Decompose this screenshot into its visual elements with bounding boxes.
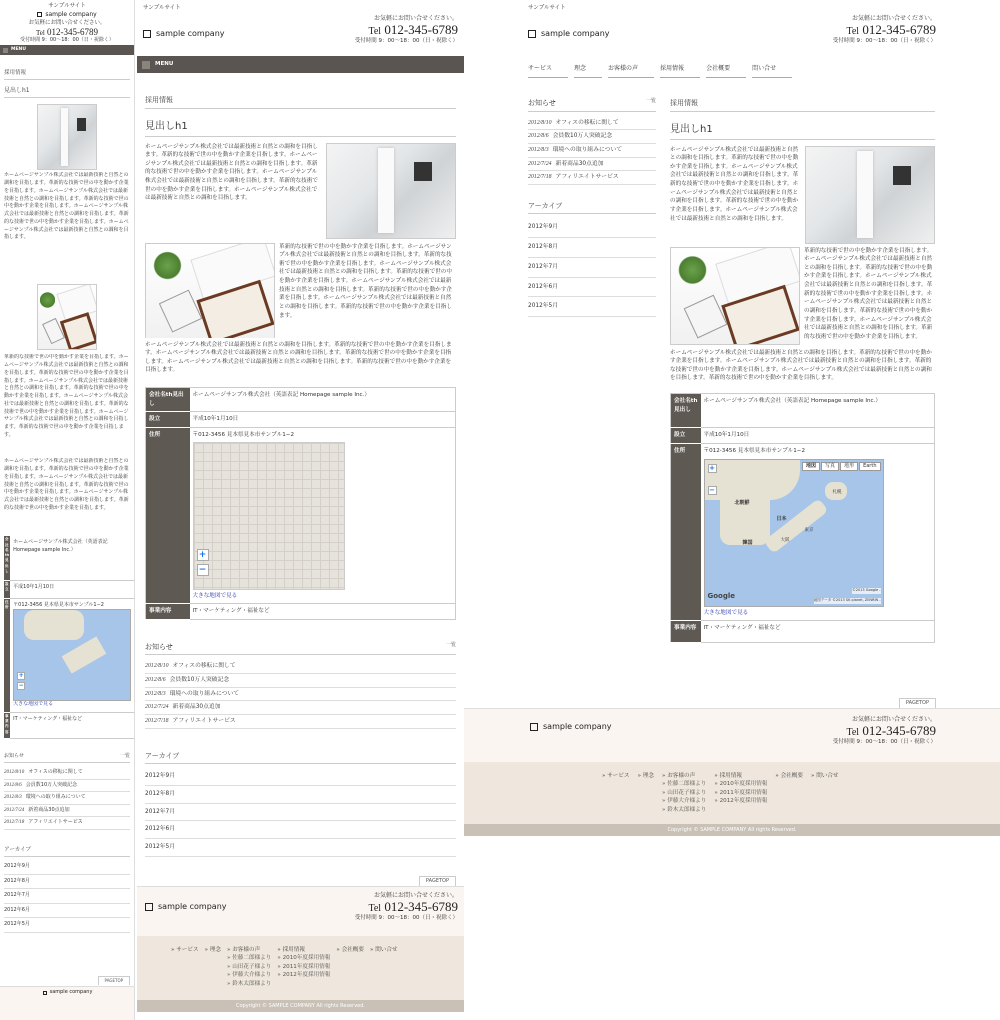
logo-square-icon [528,30,536,38]
map-link[interactable]: 大きな地図で見る [13,701,54,708]
archive-list-mobile [4,860,130,933]
map-label: 東京 [804,527,814,533]
map[interactable] [13,609,131,701]
map-type-terrain[interactable]: 地形 [840,462,858,472]
menu-bar[interactable] [0,45,134,55]
td-address [10,598,135,712]
news-item[interactable]: 2012/7/18 アフィリエイトサービス [528,171,656,185]
footer-logo-text: sample company [543,722,612,731]
th-name: 会社名th見出し [4,536,10,580]
tel-number: 012-345-6789 [47,26,99,37]
archive-item[interactable]: 2012年8月 [4,875,130,890]
th-founded: 設立 [671,428,701,444]
tel[interactable] [355,23,458,37]
news-item[interactable]: 2012/8/6 会員数10万人突破記念 [528,130,656,144]
footer-contact-note: お気軽にお問い合せください。 [851,716,936,723]
news-item[interactable]: 2012/8/3 環境への取り組みについて [145,688,456,702]
page-heading: 見出しh1 [4,86,130,98]
map-label: 北朝鮮 [734,499,750,506]
zoom-in-button[interactable]: + [197,549,209,561]
logo-square-icon [143,30,151,38]
tablet-layout [137,0,464,1020]
archive-item[interactable]: 2012年8月 [145,786,456,804]
contact-note: お気軽にお問い合せください。 [851,15,936,22]
footer-nav [464,762,1000,824]
news-item[interactable]: 2012/8/6 会員数10万人突破記念 [4,780,130,793]
hours: 受付時間 9：00〜18：00（日・祝除く） [832,38,936,44]
footer-nav-item[interactable]: » サービス [171,947,199,953]
section-title: 採用情報 [4,69,130,80]
logo-square-icon [530,723,538,731]
body-text-1: ホームページサンプル株式会社では最新技術と自然との調和を目指します。革新的な技術で世の中を動かす企業を目指します。ホームページサンプル株式会社では最新技術と自然との調和を目指します。革新的な技術で世の中を動かす企業を目指します。ホームページサンプル株式会社では最新技術と自然との調和を目指します。革新的な技術で世の中を動かす企業を目指します。ホームページサンプル株式会社では最新技術と自然との調和を目指します。 [670,146,799,222]
tel-number: 012-345-6789 [384,22,458,37]
office-photo [326,143,456,239]
map-attribution: 地図データ ©2013 SK planet, ZENRIN - [813,598,881,603]
archive-item[interactable]: 2012年9月 [528,218,656,238]
body-text-1: ホームページサンプル株式会社では最新技術と自然との調和を目指します。革新的な技術で世の中を動かす企業を目指します。ホームページサンプル株式会社では最新技術と自然との調和を目指します。革新的な技術で世の中を動かす企業を目指します。ホームページサンプル株式会社では最新技術と自然との調和を目指します。革新的な技術で世の中を動かす企業を目指します。ホームページサンプル株式会社では最新技術と自然との調和を目指します。 [145,143,318,202]
desktop-header [464,0,1000,56]
body-text-3: ホームページサンプル株式会社では最新技術と自然との調和を目指します。革新的な技術で世の中を動かす企業を目指します。ホームページサンプル株式会社では最新技術と自然との調和を目指します。革新的な技術で世の中を動かす企業を目指します。ホームページサンプル株式会社では最新技術と自然との調和を目指します。革新的な技術で世の中を動かす企業を目指します。 [670,349,932,382]
footer-nav [137,936,464,1000]
footer-nav-recruit[interactable]: » 採用情報 » 2010年度採用情報 » 2011年度採用情報 » 2012年度採用情報 [714,773,768,805]
map-link[interactable]: 大きな地図で見る [703,609,749,616]
hours: 受付時間 9：00〜18：00（日・祝除く） [20,36,114,43]
th-address: 住所 [671,444,701,621]
tel[interactable] [833,23,936,37]
body-text-2: 革新的な技術で世の中を動かす企業を目指します。ホームページサンプル株式会社では最新技術と自然との調和を目指します。革新的な技術で世の中を動かす企業を目指します。ホームページサンプル株式会社では最新技術と自然との調和を目指します。革新的な技術で世の中を動かす企業を目指します。ホームページサンプル株式会社では最新技術と自然との調和を目指します。革新的な技術で世の中を動かす企業を目指します。ホームページサンプル株式会社では最新技術と自然との調和を目指します。革新的な技術で世の中を動かす企業を目指します。 [279,243,452,319]
main-content [670,98,935,643]
td-name: ホームページサンプル株式会社（英語表記 Homepage sample Inc.） [701,394,935,428]
news-header [145,642,456,656]
td-address [190,427,456,604]
zoom-in-button[interactable]: + [18,672,24,680]
hours: 受付時間 9：00〜18：00（日・祝除く） [354,38,458,44]
desktop-layout [464,0,1000,840]
archive-item[interactable]: 2012年7月 [145,804,456,822]
office-photo [805,146,935,244]
map-loading[interactable] [193,442,345,590]
th-name: 会社名th見出し [671,394,701,428]
td-business: IT・マーケティング・福祉など [10,712,135,738]
menu-label: MENU [155,61,174,68]
map-label: 日本 [776,515,787,522]
footer-contact-note: お気軽にお問い合せください。 [373,892,458,899]
menu-label: MENU [11,46,26,52]
td-name: ホームページサンプル株式会社（英語表記 Homepage sample Inc.） [10,536,135,580]
logo-text: sample company [156,29,225,38]
nav-service[interactable]: サービス [528,64,568,78]
news-item[interactable]: 2012/8/10 オフィスの移転に関して [4,767,130,780]
desk-photo [670,247,800,345]
archive-item[interactable]: 2012年9月 [145,768,456,786]
address-text: 〒012-3456 見本県見本市サンプル1−2 [703,448,806,455]
nav-company[interactable]: 会社概要 [706,64,746,78]
footer-nav-item[interactable]: » 問い合せ [810,773,839,779]
news-item[interactable]: 2012/7/18 アフィリエイトサービス [4,817,130,830]
footer-nav-item[interactable]: » 理念 [637,773,654,779]
sidebar [528,98,656,317]
address-text: 〒012-3456 見本県見本市サンプル1−2 [192,431,295,438]
pagetop-button[interactable]: PAGETOP [419,876,456,887]
td-business: IT・マーケティング・福祉など [701,620,935,642]
footer-hours: 受付時間 9：00〜18：00（日・祝除く） [354,915,458,921]
news-item[interactable]: 2012/8/10 オフィスの移転に関して [528,117,656,131]
map-label: 大阪 [780,537,790,543]
archive-item[interactable]: 2012年8月 [528,238,656,258]
tel-prefix: Tel [846,26,860,37]
map[interactable] [704,459,884,607]
menu-icon [142,61,150,69]
archive-title: アーカイブ [145,751,456,765]
footer-nav-item[interactable]: » 会社概要 [336,947,364,953]
desk-photo [145,243,275,338]
map-label: 札幌 [832,489,842,495]
news-title: お知らせ [528,99,556,107]
body-text-2: 革新的な技術で世の中を動かす企業を目指します。ホームページサンプル株式会社では最新技術と自然との調和を目指します。革新的な技術で世の中を動かす企業を目指します。ホームページサンプル株式会社では最新技術と自然との調和を目指します。革新的な技術で世の中を動かす企業を目指します。ホームページサンプル株式会社では最新技術と自然との調和を目指します。革新的な技術で世の中を動かす企業を目指します。ホームページサンプル株式会社では最新技術と自然との調和を目指します。革新的な技術で世の中を動かす企業を目指します。 [804,247,933,341]
pagetop-button[interactable]: PAGETOP [98,976,130,985]
news-list-tablet [145,660,456,728]
body-text-3: ホームページサンプル株式会社では最新技術と自然との調和を目指します。革新的な技術で世の中を動かす企業を目指します。ホームページサンプル株式会社では最新技術と自然との調和を目指します。革新的な技術で世の中を動かす企業を目指します。ホームページサンプル株式会社では最新技術と自然との調和を目指します。革新的な技術で世の中を動かす企業を目指します。 [145,341,452,374]
th-founded: 設立 [4,580,10,598]
archive-item[interactable]: 2012年7月 [4,889,130,904]
office-photo [37,104,97,170]
company-table [4,536,135,739]
zoom-out-button[interactable]: − [197,564,209,576]
body-text-2: 革新的な技術で世の中を動かす企業を目指します。ホームページサンプル株式会社では最新技術と自然との調和を目指します。革新的な技術で世の中を動かす企業を目指します。ホームページサンプル株式会社では最新技術と自然との調和を目指します。革新的な技術で世の中を動かす企業を目指します。ホームページサンプル株式会社では最新技術と自然との調和を目指します。革新的な技術で世の中を動かす企業を目指します。ホームページサンプル株式会社では最新技術と自然との調和を目指します。革新的な技術で世の中を動かす企業を目指します。 [4,354,129,438]
archive-item[interactable]: 2012年5月 [4,918,130,933]
contact-note: お気軽にお問い合せください。 [28,20,106,27]
footer-logo-text: sample company [49,989,93,995]
zoom-out-button[interactable]: − [709,485,715,494]
company-table [670,393,935,643]
news-title: お知らせ [4,752,24,759]
td-business: IT・マーケティング・福祉など [190,604,456,619]
archive-item[interactable]: 2012年5月 [145,839,456,857]
section-title: 採用情報 [145,95,456,109]
th-founded: 設立 [146,412,190,427]
news-list [528,117,656,185]
logo-text: sample company [541,29,610,38]
zoom-out-button[interactable]: − [18,682,24,690]
news-header [4,753,130,764]
th-address: 住所 [146,427,190,604]
global-nav [528,64,1000,78]
desk-photo [37,284,97,350]
footer-nav-voices[interactable]: » お客様の声 » 佐藤二郎様より » 山田花子様より » 伊藤大介様より » 鈴木太郎様より [227,947,272,987]
tel[interactable] [0,28,134,37]
archive-title: アーカイブ [4,846,130,857]
footer-top [137,886,464,936]
news-more-link[interactable]: 一覧 [645,98,656,104]
footer-tel[interactable]: Tel 012-345-6789 [368,899,458,914]
site-small-title: サンプルサイト [48,3,86,9]
archive-item[interactable]: 2012年7月 [528,258,656,278]
archive-title: アーカイブ [528,201,656,215]
th-address: 住所 [4,598,10,712]
news-item[interactable]: 2012/8/10 オフィスの移転に関して [145,660,456,674]
archive-item[interactable]: 2012年6月 [4,904,130,919]
footer-nav-item[interactable]: » 問い合せ [369,947,398,953]
page-heading: 見出しh1 [670,122,935,140]
site-small-title: サンプルサイト [528,5,566,11]
archive-list-tablet [145,768,456,856]
archive-item[interactable]: 2012年5月 [528,297,656,317]
td-address [701,444,935,621]
archive-item[interactable]: 2012年6月 [528,278,656,298]
tel-prefix: Tel [368,26,382,37]
archive-item[interactable]: 2012年6月 [145,821,456,839]
section-title: 採用情報 [670,98,935,112]
map-type-map[interactable]: 地図 [802,462,820,472]
news-item[interactable]: 2012/8/6 会員数10万人突破記念 [145,674,456,688]
map-type-earth[interactable]: Earth [859,462,880,472]
logo-square-icon [145,903,153,911]
news-list-mobile [4,767,130,830]
logo[interactable] [528,28,610,40]
th-business: 事業内容 [146,604,190,619]
td-founded: 平成10年1月10日 [190,412,456,427]
news-header [528,98,656,112]
google-logo: Google [707,592,736,601]
nav-contact[interactable]: 問い合せ [752,64,792,78]
td-founded: 平成10年1月10日 [10,580,135,598]
nav-voices[interactable]: お客様の声 [608,64,654,78]
archive-item[interactable]: 2012年9月 [4,860,130,875]
site-small-title: サンプルサイト [143,5,181,11]
news-more-link[interactable]: 一覧 [119,752,130,759]
footer-logo[interactable] [0,989,135,997]
menu-bar[interactable] [137,56,464,73]
logo-text: sample company [45,11,97,19]
mobile-layout [0,0,135,1020]
copyright: Copyright © SAMPLE COMPANY All rights Reserved. [137,1000,464,1012]
footer-nav-recruit[interactable]: » 採用情報 » 2010年度採用情報 » 2011年度採用情報 » 2012年度採用情報 [277,947,331,979]
map-link[interactable]: 大きな地図で見る [192,592,238,599]
logo-square-icon [43,991,47,995]
address-text: 〒012-3456 見本県見本市サンプル1−2 [13,601,104,608]
news-item[interactable]: 2012/8/3 環境への取り組みについて [4,792,130,805]
pagetop-button[interactable]: PAGETOP [899,698,936,709]
menu-icon [3,48,8,53]
footer-tel[interactable]: Tel 012-345-6789 [846,723,936,738]
copyright: Copyright © SAMPLE COMPANY All rights Reserved. [464,824,1000,836]
mobile-header [0,0,134,44]
body-text-1: ホームページサンプル株式会社では最新技術と自然との調和を目指します。革新的な技術で世の中を動かす企業を目指します。ホームページサンプル株式会社では最新技術と自然との調和を目指します。革新的な技術で世の中を動かす企業を目指します。ホームページサンプル株式会社では最新技術と自然との調和を目指します。革新的な技術で世の中を動かす企業を目指します。ホームページサンプル株式会社では最新技術と自然との調和を目指します。 [4,172,129,241]
news-more-link[interactable]: 一覧 [445,641,456,648]
news-item[interactable]: 2012/7/18 アフィリエイトサービス [145,715,456,729]
footer-hours: 受付時間 9：00〜18：00（日・祝除く） [832,739,936,745]
contact-block [833,14,936,45]
footer-nav-voices[interactable]: » お客様の声 » 佐藤二郎様より » 山田花子様より » 伊藤大介様より » 鈴木太郎様より [662,773,707,813]
footer-nav-item[interactable]: » 理念 [204,947,221,953]
body-text-3: ホームページサンプル株式会社では最新技術と自然との調和を目指します。革新的な技術で世の中を動かす企業を目指します。ホームページサンプル株式会社では最新技術と自然との調和を目指します。革新的な技術で世の中を動かす企業を目指します。ホームページサンプル株式会社では最新技術と自然との調和を目指します。革新的な技術で世の中を動かす企業を目指します。 [4,458,129,511]
tablet-header [137,0,464,56]
tel-prefix: Tel [35,28,45,37]
footer-nav-item[interactable]: » 会社概要 [775,773,803,779]
news-item[interactable]: 2012/7/24 新着商品30点追加 [4,805,130,818]
footer-mobile [0,986,135,1020]
news-title: お知らせ [145,642,173,651]
th-name: 会社名th見出し [146,388,190,412]
map-label: 韓国 [742,539,753,546]
th-business: 事業内容 [4,712,10,738]
map-copyright: ©2013 Google - [852,588,881,593]
nav-philosophy[interactable]: 理念 [574,64,602,78]
td-founded: 平成10年1月10日 [701,428,935,444]
news-item[interactable]: 2012/7/24 新着商品30点追加 [528,158,656,172]
logo[interactable] [143,28,225,40]
footer-logo[interactable] [530,721,612,733]
footer-nav-item[interactable]: » サービス [602,773,630,779]
archive-list [528,218,656,316]
page-heading: 見出しh1 [145,119,456,137]
footer-top [464,708,1000,762]
th-business: 事業内容 [671,620,701,642]
zoom-in-button[interactable]: + [709,463,715,472]
contact-block [355,14,458,45]
footer-logo-text: sample company [158,902,227,911]
map-type-controls [802,462,880,472]
tel-number: 012-345-6789 [862,22,936,37]
news-item[interactable]: 2012/7/24 新着商品30点追加 [145,701,456,715]
footer-logo[interactable] [145,901,227,913]
nav-recruit[interactable]: 採用情報 [660,64,700,78]
company-table [145,387,456,620]
logo-square-icon [37,12,42,17]
news-item[interactable]: 2012/8/3 環境への取り組みについて [528,144,656,158]
td-name: ホームページサンプル株式会社（英語表記 Homepage sample Inc.） [190,388,456,412]
contact-note: お気軽にお問い合せください。 [373,15,458,22]
logo[interactable] [0,10,134,19]
map-type-photo[interactable]: 写真 [821,462,839,472]
